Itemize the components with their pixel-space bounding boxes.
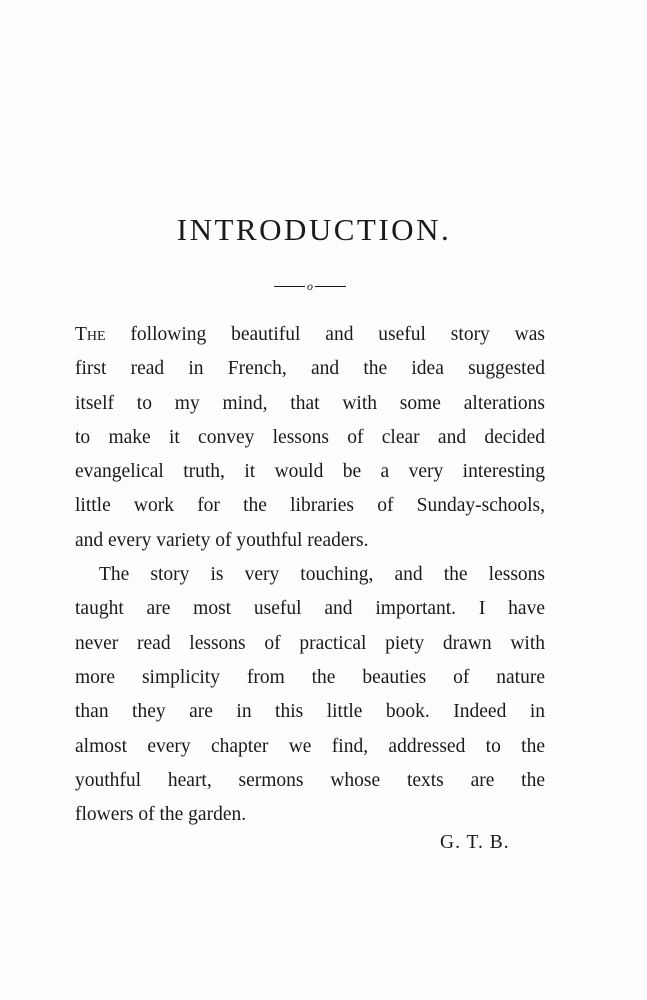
title-divider (274, 276, 346, 296)
paragraph-2 (75, 558, 545, 832)
paragraph-1-line: evangelical truth, it would be a very interesting (75, 461, 545, 483)
introduction-body (75, 318, 545, 832)
paragraph-2-line: youthful heart, sermons whose texts are the (75, 769, 545, 791)
paragraph-2-line: never read lessons of practical piety drawn with (75, 632, 545, 654)
paragraph-1-lead-word: The (75, 324, 106, 345)
paragraph-1-line: little work for the libraries of Sunday-schools, (75, 495, 545, 517)
paragraph-2-line: more simplicity from the beauties of nature (75, 666, 545, 688)
paragraph-2-line: flowers of the garden. (75, 804, 247, 826)
divider-rule-left (274, 286, 305, 287)
paragraph-2-line: taught are most useful and important. I have (75, 598, 545, 620)
paragraph-1-line: itself to my mind, that with some alterations (75, 392, 545, 414)
paragraph-1-line (75, 318, 545, 352)
paragraph-1-line: and every variety of youthful readers. (75, 529, 369, 551)
page-title: INTRODUCTION. (176, 212, 452, 247)
paragraph-2-line: The story is very touching, and the lessons (99, 564, 545, 586)
paragraph-1-line: first read in French, and the idea suggested (75, 358, 545, 380)
paragraph-1-line: to make it convey lessons of clear and decided (75, 426, 545, 448)
author-signature: G. T. B. (440, 832, 510, 853)
paragraph-1 (75, 318, 545, 558)
paragraph-2-line: almost every chapter we find, addressed to the (75, 735, 545, 757)
paragraph-2-line: than they are in this little book. Indeed in (75, 701, 545, 723)
divider-rule-right (315, 286, 346, 287)
paragraph-1-line-text: following beautiful and useful story was (105, 324, 545, 345)
divider-ornament: o (307, 279, 313, 293)
